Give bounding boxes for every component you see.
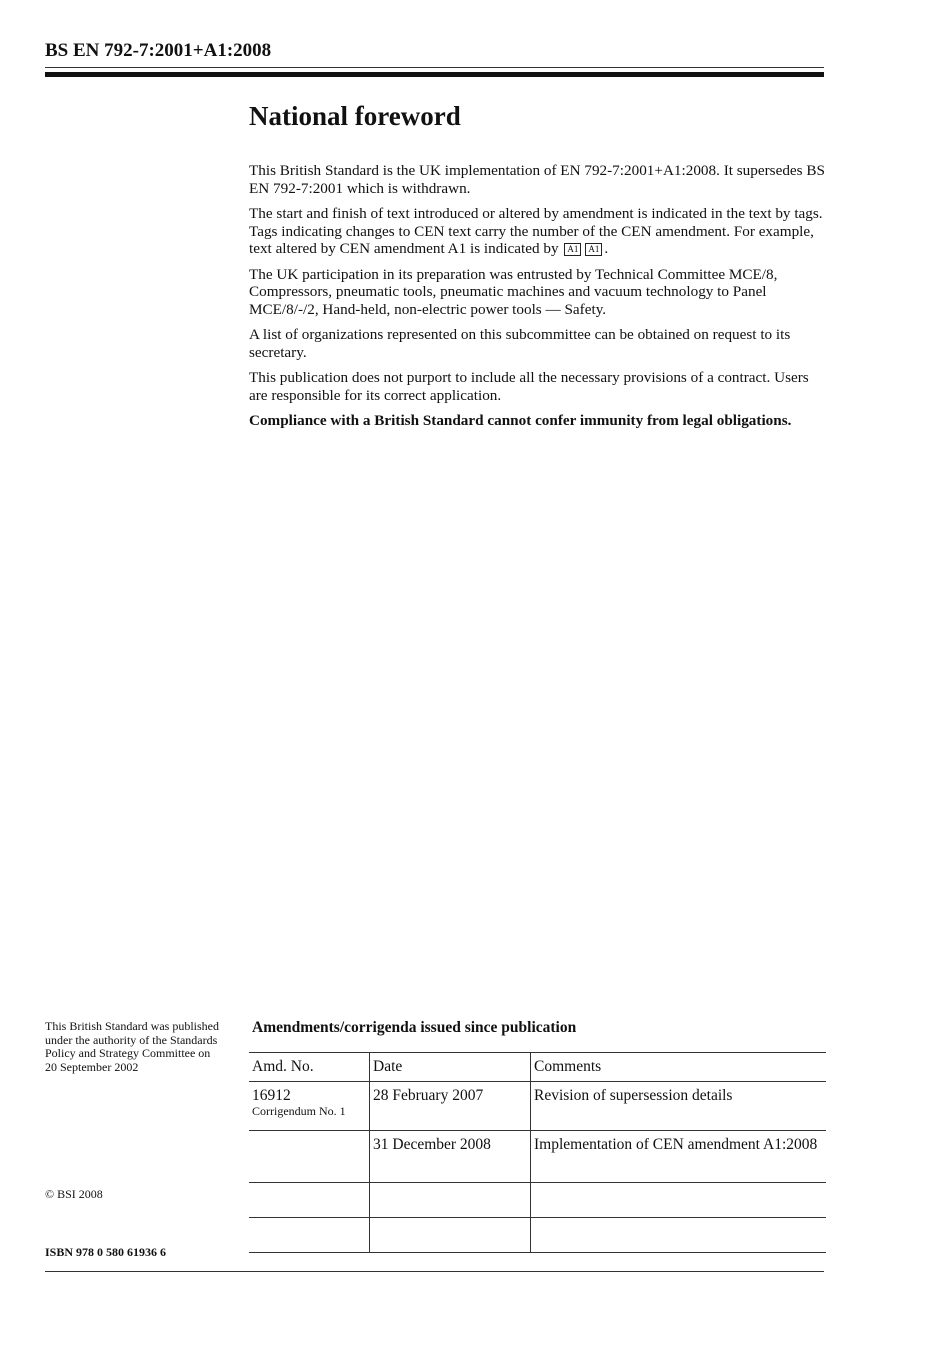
publication-note: This British Standard was published under the authority of the Standards Policy and Strategy Committee on 20 September 2002 (45, 1019, 219, 1074)
paragraph-amendment-tags (249, 205, 829, 258)
tag-close-icon: A1 (585, 243, 602, 256)
paragraph-organizations: A list of organizations represented on this subcommittee can be obtained on request to its secretary. (249, 326, 791, 361)
amd-subtitle: Corrigendum No. 1 (252, 1104, 346, 1118)
copyright-notice: © BSI 2008 (45, 1187, 103, 1201)
table-row (249, 1081, 826, 1130)
paragraph-compliance: Compliance with a British Standard cannot confer immunity from legal obligations. (249, 412, 792, 429)
paragraph-amendment-tags-text: The start and finish of text introduced or altered by amendment is indicated in the text by tags. Tags indicating changes to CEN text carry the number of the CEN amendment. For example, text altered by CEN amendment A1 is indicated by (249, 205, 823, 257)
foreword-body (249, 162, 829, 438)
paragraph-implementation: This British Standard is the UK implementation of EN 792-7:2001+A1:2008. It supersedes BS EN 792-7:2001 which is withdrawn. (249, 162, 825, 197)
cell-comments: Implementation of CEN amendment A1:2008 (531, 1130, 827, 1182)
cell-date: 31 December 2008 (370, 1130, 531, 1182)
cell-amd-no (249, 1217, 370, 1252)
header-comments: Comments (531, 1053, 827, 1082)
cell-comments (531, 1182, 827, 1217)
isbn-number: ISBN 978 0 580 61936 6 (45, 1245, 167, 1259)
table-row (249, 1182, 826, 1217)
table-header-row (249, 1053, 826, 1082)
cell-date: 28 February 2007 (370, 1081, 531, 1130)
cell-amd-no (249, 1081, 370, 1130)
cell-date (370, 1217, 531, 1252)
table-row (249, 1217, 826, 1252)
cell-comments: Revision of supersession details (531, 1081, 827, 1130)
amendments-heading: Amendments/corrigenda issued since publication (252, 1019, 577, 1036)
cell-comments (531, 1217, 827, 1252)
header-date: Date (370, 1053, 531, 1082)
tag-open-icon: A1 (564, 243, 581, 256)
footer-rule (45, 1271, 824, 1272)
header-amd-no: Amd. No. (249, 1053, 370, 1082)
table-row (249, 1130, 826, 1182)
header-rule-thin (45, 67, 824, 68)
paragraph-amendment-tags-end: . (604, 240, 609, 257)
cell-amd-no (249, 1182, 370, 1217)
cell-amd-no (249, 1130, 370, 1182)
paragraph-committee: The UK participation in its preparation was entrusted by Technical Committee MCE/8, Compressors, pneumatic tools, pneumatic machines and vacuum technology to Panel MCE/8/-/2, Hand-held, non-electric power tools — Safety. (249, 265, 778, 318)
amendments-table (249, 1052, 826, 1253)
page-title: National foreword (249, 101, 461, 131)
document-id-header: BS EN 792-7:2001+A1:2008 (45, 40, 272, 61)
amd-number: 16912 (252, 1086, 291, 1104)
header-rule-thick (45, 72, 824, 77)
cell-date (370, 1182, 531, 1217)
paragraph-contract: This publication does not purport to include all the necessary provisions of a contract. Users are responsible for its correct application. (249, 369, 809, 404)
